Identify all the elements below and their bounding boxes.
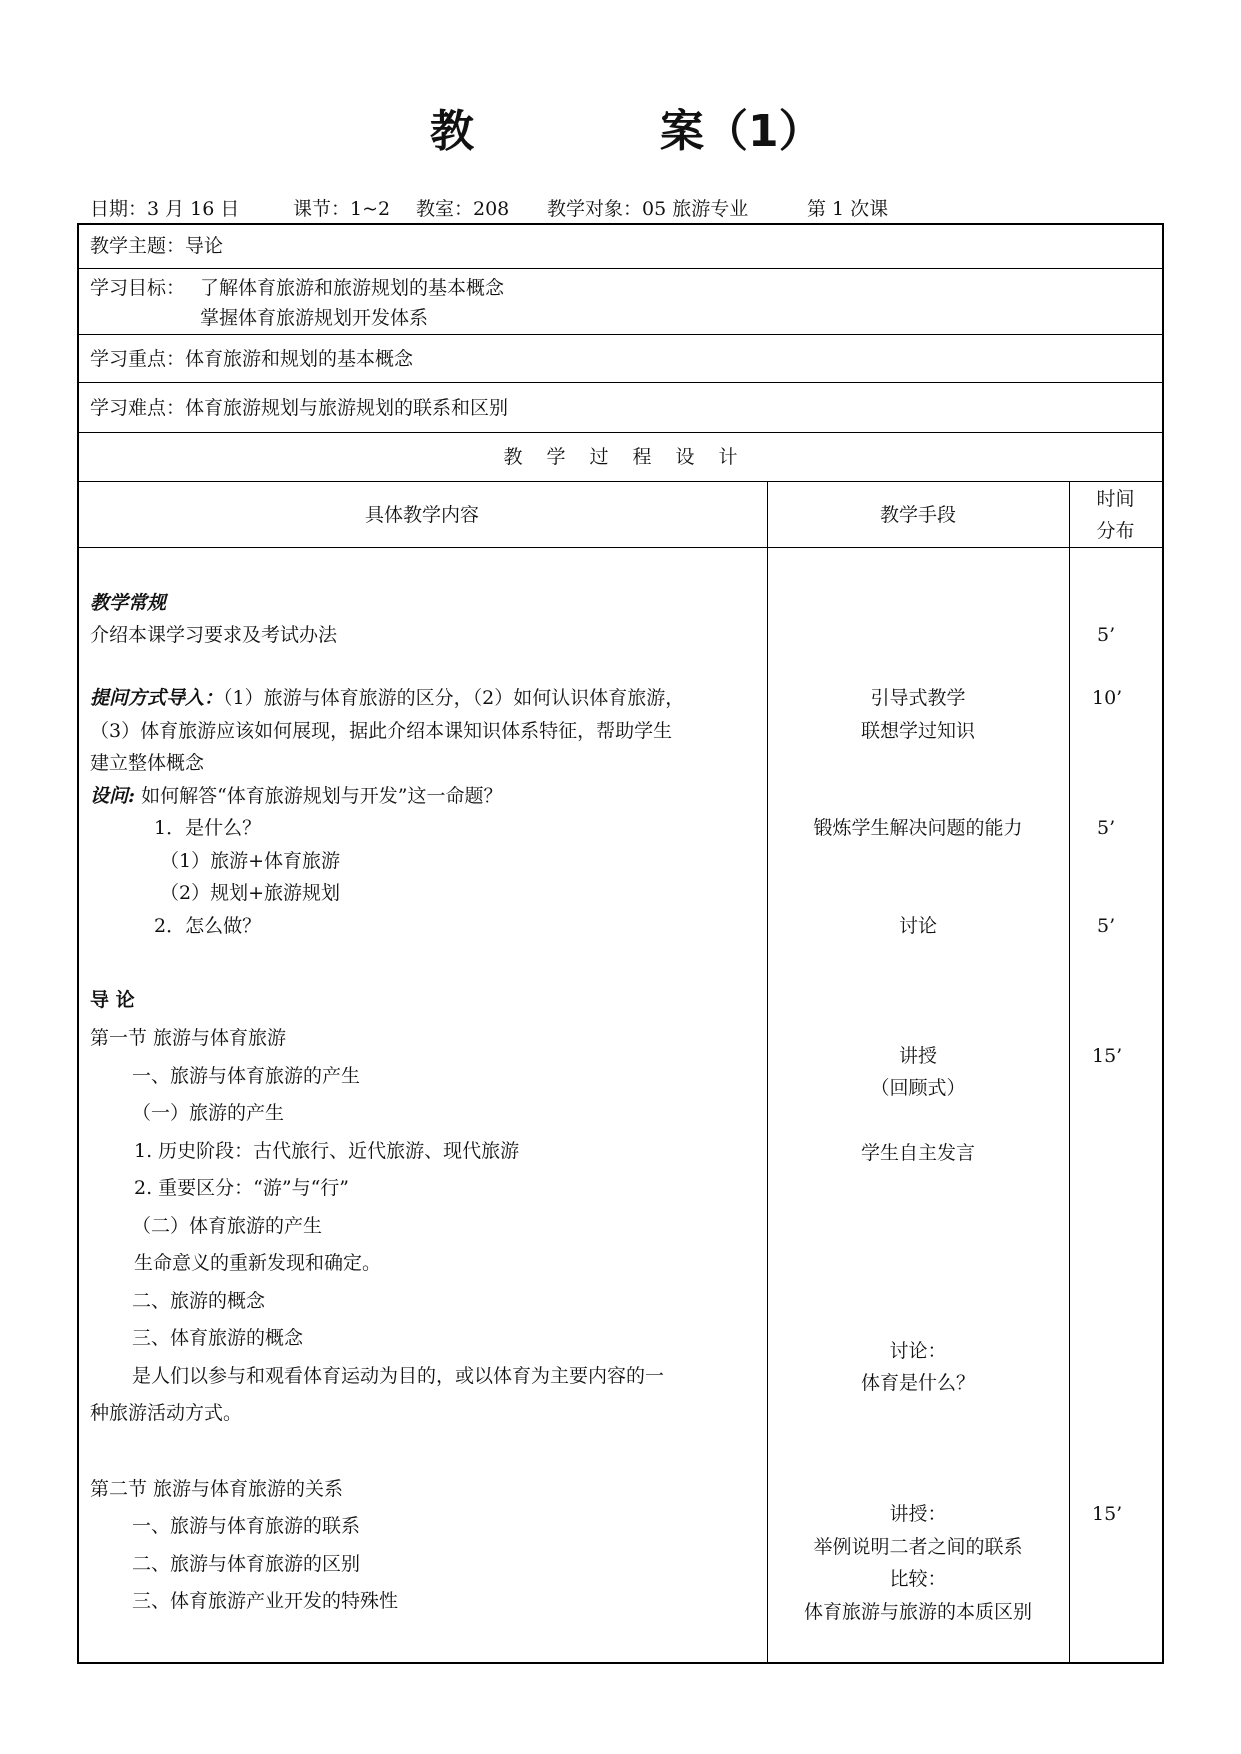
header-method: 教学手段 <box>879 504 956 526</box>
question-item-1: 1．是什么？ <box>154 817 262 839</box>
meta-audience: 教学对象：05 旅游专业 <box>547 198 749 220</box>
section-1-item-3-line-1: 是人们以参与和观看体育运动为目的，或以体育为主要内容的一 <box>132 1365 665 1387</box>
method-student-speech: 学生自主发言 <box>860 1142 975 1164</box>
section-2-title: 第二节 旅游与体育旅游的关系 <box>90 1478 344 1500</box>
header-time-2: 分布 <box>1096 520 1135 542</box>
routine-text: 介绍本课学习要求及考试办法 <box>90 624 338 646</box>
keypoints-row: 学习重点：体育旅游和规划的基本概念 <box>90 348 414 370</box>
document-title <box>0 95 1241 155</box>
section-1-item-2: 二、旅游的概念 <box>132 1290 266 1312</box>
chapter-title: 导 论 <box>90 989 135 1011</box>
objectives-line-2: 掌握体育旅游规划开发体系 <box>200 307 429 329</box>
method-lecture-2: 讲授： <box>889 1503 947 1525</box>
time-section-1: 15’ <box>1092 1045 1123 1067</box>
section-1-item-1a1: 1. 历史阶段：古代旅行、近代旅游、现代旅游 <box>134 1140 520 1162</box>
table-rule <box>77 268 1164 269</box>
intro-label: 提问方式导入： <box>90 687 224 709</box>
table-rule <box>77 481 1164 482</box>
section-1-item-1a2: 2. 重要区分：“游”与“行” <box>134 1177 350 1199</box>
table-rule <box>77 382 1164 383</box>
question-line <box>90 780 503 812</box>
section-1-item-1a: （一）旅游的产生 <box>132 1102 285 1124</box>
meta-date: 日期：3 月 16 日 <box>90 198 240 220</box>
method-compare: 比较： <box>889 1568 947 1590</box>
table-rule <box>77 223 1164 225</box>
objectives-line-1: 了解体育旅游和旅游规划的基本概念 <box>200 277 505 299</box>
time-intro: 10’ <box>1092 687 1123 709</box>
method-review: （回顾式） <box>870 1077 966 1099</box>
question-item-1b: （2）规划+旅游规划 <box>160 882 341 904</box>
section-1-item-3: 三、体育旅游的概念 <box>132 1327 304 1349</box>
method-guided: 引导式教学 <box>870 687 966 709</box>
intro-text-1: （1）旅游与体育旅游的区分，（2）如何认识体育旅游， <box>223 687 685 709</box>
column-divider <box>1069 481 1070 1663</box>
topic-row: 教学主题：导论 <box>90 235 224 257</box>
title-right: 案（1） <box>660 106 823 157</box>
table-rule <box>77 432 1164 433</box>
process-title: 教学过程设计 <box>503 446 762 468</box>
section-1-title: 第一节 旅游与体育旅游 <box>90 1027 287 1049</box>
method-associate: 联想学过知识 <box>860 720 975 742</box>
section-1-item-3-line-2: 种旅游活动方式。 <box>90 1402 243 1424</box>
table-border-right <box>1162 223 1164 1664</box>
title-left: 教 <box>430 106 474 157</box>
meta-classroom: 教室：208 <box>416 198 510 220</box>
difficulties-row: 学习难点：体育旅游规划与旅游规划的联系和区别 <box>90 397 509 419</box>
section-1-item-1: 一、旅游与体育旅游的产生 <box>132 1065 361 1087</box>
section-2-item-1: 一、旅游与体育旅游的联系 <box>132 1515 361 1537</box>
question-item-1a: （1）旅游+体育旅游 <box>160 850 341 872</box>
header-time-1: 时间 <box>1096 488 1135 510</box>
method-discussion-2: 讨论： <box>889 1340 947 1362</box>
section-1-item-1b-text: 生命意义的重新发现和确定。 <box>134 1252 382 1274</box>
routine-title: 教学常规 <box>90 592 167 614</box>
method-discussion: 讨论 <box>898 915 937 937</box>
question-text: 如何解答“体育旅游规划与开发”这一命题？ <box>141 785 503 807</box>
table-rule <box>77 1662 1164 1664</box>
table-border-left <box>77 223 79 1664</box>
intro-line-1 <box>90 682 684 714</box>
meta-lesson: 第 1 次课 <box>807 198 889 220</box>
method-example: 举例说明二者之间的联系 <box>813 1536 1023 1558</box>
method-problem-solving: 锻炼学生解决问题的能力 <box>813 817 1023 839</box>
time-section-2: 15’ <box>1092 1503 1123 1525</box>
intro-line-2: （3）体育旅游应该如何展现，据此介绍本课知识体系特征，帮助学生 <box>90 720 673 742</box>
meta-line <box>90 194 1170 220</box>
time-routine: 5’ <box>1097 624 1116 646</box>
method-lecture: 讲授 <box>898 1045 937 1067</box>
table-rule <box>77 334 1164 335</box>
method-essential-difference: 体育旅游与旅游的本质区别 <box>803 1601 1032 1623</box>
method-question: 体育是什么？ <box>860 1372 975 1394</box>
time-question: 5’ <box>1097 817 1116 839</box>
question-item-2: 2．怎么做？ <box>154 915 262 937</box>
time-discussion: 5’ <box>1097 915 1116 937</box>
table-rule <box>77 547 1164 548</box>
meta-period: 课节：1~2 <box>293 198 391 220</box>
section-1-item-1b: （二）体育旅游的产生 <box>132 1215 323 1237</box>
objectives-label: 学习目标： <box>90 277 186 299</box>
question-label: 设问: <box>90 785 136 807</box>
intro-line-3: 建立整体概念 <box>90 752 205 774</box>
section-2-item-2: 二、旅游与体育旅游的区别 <box>132 1553 361 1575</box>
section-2-item-3: 三、体育旅游产业开发的特殊性 <box>132 1590 399 1612</box>
header-content: 具体教学内容 <box>364 504 479 526</box>
